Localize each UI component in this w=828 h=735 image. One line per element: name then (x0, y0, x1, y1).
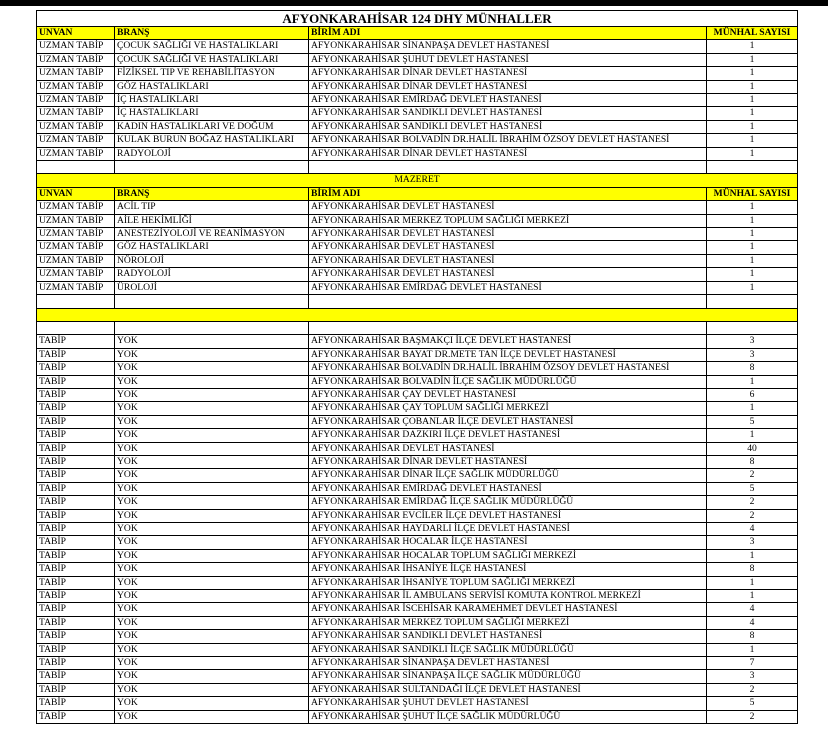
birim-adi-cell: AFYONKARAHİSAR EVCİLER İLÇE DEVLET HASTANESİ (309, 509, 707, 522)
brans-cell: YOK (115, 576, 309, 589)
brans-cell: YOK (115, 348, 309, 361)
birim-adi-cell: AFYONKARAHİSAR SİNANPAŞA DEVLET HASTANESİ (309, 40, 707, 53)
brans-cell: YOK (115, 402, 309, 415)
birim-adi-cell: AFYONKARAHİSAR ÇOBANLAR İLÇE DEVLET HASTANESİ (309, 415, 707, 428)
unvan-cell: UZMAN TABİP (37, 228, 115, 241)
brans-cell: ÇOCUK SAĞLIĞI VE HASTALIKLARI (115, 53, 309, 66)
unvan-cell: TABİP (37, 415, 115, 428)
unvan-cell: TABİP (37, 657, 115, 670)
unvan-cell: UZMAN TABİP (37, 147, 115, 160)
munhal-count-cell: 2 (707, 710, 798, 723)
birim-adi-cell: AFYONKARAHİSAR BOLVADİN DR.HALİL İBRAHİM ÖZSOY DEVLET HASTANESİ (309, 134, 707, 147)
birim-adi-cell: AFYONKARAHİSAR DİNAR DEVLET HASTANESİ (309, 67, 707, 80)
header-unvan: UNVAN (37, 187, 115, 200)
empty-cell (37, 321, 115, 334)
empty-cell (115, 295, 309, 308)
table-row (37, 576, 798, 589)
munhal-count-cell: 3 (707, 335, 798, 348)
table-row (37, 134, 798, 147)
birim-adi-cell: AFYONKARAHİSAR SANDIKLI DEVLET HASTANESİ (309, 120, 707, 133)
munhal-count-cell: 5 (707, 482, 798, 495)
brans-cell: YOK (115, 697, 309, 710)
munhal-count-cell: 1 (707, 402, 798, 415)
table-row (37, 482, 798, 495)
brans-cell: YOK (115, 549, 309, 562)
birim-adi-cell: AFYONKARAHİSAR HOCALAR TOPLUM SAĞLIĞI MERKEZİ (309, 549, 707, 562)
unvan-cell: UZMAN TABİP (37, 201, 115, 214)
empty-cell (309, 161, 707, 174)
empty-cell (309, 295, 707, 308)
munhal-count-cell: 2 (707, 469, 798, 482)
munhal-count-cell: 2 (707, 509, 798, 522)
table-row (37, 388, 798, 401)
table-row (37, 201, 798, 214)
table-row (37, 522, 798, 535)
table-row (37, 670, 798, 683)
table-row (37, 643, 798, 656)
brans-cell: ANESTEZİYOLOJİ VE REANİMASYON (115, 228, 309, 241)
header-munhal-sayisi: MÜNHAL SAYISI (707, 27, 798, 40)
unvan-cell: UZMAN TABİP (37, 214, 115, 227)
unvan-cell: TABİP (37, 563, 115, 576)
unvan-cell: UZMAN TABİP (37, 67, 115, 80)
blank-row (37, 295, 798, 308)
munhal-count-cell: 2 (707, 683, 798, 696)
birim-adi-cell: AFYONKARAHİSAR DİNAR DEVLET HASTANESİ (309, 80, 707, 93)
birim-adi-cell: AFYONKARAHİSAR MERKEZ TOPLUM SAĞLIĞI MERKEZİ (309, 616, 707, 629)
brans-cell: YOK (115, 657, 309, 670)
munhal-count-cell: 1 (707, 228, 798, 241)
munhal-count-cell: 1 (707, 281, 798, 294)
table-row (37, 228, 798, 241)
unvan-cell: UZMAN TABİP (37, 120, 115, 133)
brans-cell: GÖZ HASTALIKLARI (115, 80, 309, 93)
brans-cell: YOK (115, 590, 309, 603)
empty-cell (115, 321, 309, 334)
munhal-count-cell: 1 (707, 67, 798, 80)
birim-adi-cell: AFYONKARAHİSAR EMİRDAĞ DEVLET HASTANESİ (309, 281, 707, 294)
brans-cell: YOK (115, 496, 309, 509)
table-row (37, 335, 798, 348)
unvan-cell: TABİP (37, 522, 115, 535)
unvan-cell: TABİP (37, 455, 115, 468)
munhal-count-cell: 5 (707, 415, 798, 428)
table-row (37, 657, 798, 670)
unvan-cell: UZMAN TABİP (37, 107, 115, 120)
brans-cell: YOK (115, 442, 309, 455)
brans-cell: KULAK BURUN BOĞAZ HASTALIKLARI (115, 134, 309, 147)
brans-cell: YOK (115, 683, 309, 696)
brans-cell: YOK (115, 388, 309, 401)
unvan-cell: TABİP (37, 670, 115, 683)
brans-cell: FİZİKSEL TIP VE REHABİLİTASYON (115, 67, 309, 80)
birim-adi-cell: AFYONKARAHİSAR İHSANİYE TOPLUM SAĞLIĞI MERKEZİ (309, 576, 707, 589)
brans-cell: YOK (115, 563, 309, 576)
unvan-cell: TABİP (37, 442, 115, 455)
unvan-cell: TABİP (37, 469, 115, 482)
blank-row (37, 321, 798, 334)
birim-adi-cell: AFYONKARAHİSAR SANDIKLI İLÇE SAĞLIK MÜDÜRLÜĞÜ (309, 643, 707, 656)
birim-adi-cell: AFYONKARAHİSAR ŞUHUT DEVLET HASTANESİ (309, 697, 707, 710)
table-row (37, 67, 798, 80)
table-row (37, 268, 798, 281)
header-birim-adi: BİRİM ADI (309, 187, 707, 200)
unvan-cell: UZMAN TABİP (37, 40, 115, 53)
table-row (37, 603, 798, 616)
table-row (37, 616, 798, 629)
munhal-count-cell: 7 (707, 657, 798, 670)
brans-cell: YOK (115, 429, 309, 442)
munhal-count-cell: 1 (707, 107, 798, 120)
munhal-count-cell: 4 (707, 616, 798, 629)
unvan-cell: TABİP (37, 683, 115, 696)
brans-cell: YOK (115, 482, 309, 495)
munhal-count-cell: 1 (707, 576, 798, 589)
table-row (37, 536, 798, 549)
brans-cell: İÇ HASTALIKLARI (115, 107, 309, 120)
munhal-count-cell: 1 (707, 268, 798, 281)
empty-cell (37, 295, 115, 308)
table-row (37, 429, 798, 442)
unvan-cell: TABİP (37, 536, 115, 549)
brans-cell: YOK (115, 616, 309, 629)
munhal-count-cell: 40 (707, 442, 798, 455)
munhal-count-cell: 8 (707, 563, 798, 576)
birim-adi-cell: AFYONKARAHİSAR İHSANİYE İLÇE HASTANESİ (309, 563, 707, 576)
birim-adi-cell: AFYONKARAHİSAR DEVLET HASTANESİ (309, 241, 707, 254)
table-row (37, 496, 798, 509)
munhal-count-cell: 4 (707, 522, 798, 535)
birim-adi-cell: AFYONKARAHİSAR SİNANPAŞA İLÇE SAĞLIK MÜDÜRLÜĞÜ (309, 670, 707, 683)
birim-adi-cell: AFYONKARAHİSAR İSCEHİSAR KARAMEHMET DEVLET HASTANESİ (309, 603, 707, 616)
unvan-cell: TABİP (37, 576, 115, 589)
table-row (37, 348, 798, 361)
vacancy-table (36, 10, 798, 724)
table-row (37, 469, 798, 482)
mazeret-section-row (37, 174, 798, 187)
unvan-cell: TABİP (37, 496, 115, 509)
header-brans: BRANŞ (115, 187, 309, 200)
table-row (37, 107, 798, 120)
munhal-count-cell: 1 (707, 80, 798, 93)
table-row (37, 254, 798, 267)
table-row (37, 563, 798, 576)
birim-adi-cell: AFYONKARAHİSAR SANDIKLI DEVLET HASTANESİ (309, 107, 707, 120)
munhal-count-cell: 6 (707, 388, 798, 401)
unvan-cell: UZMAN TABİP (37, 241, 115, 254)
brans-cell: RADYOLOJİ (115, 268, 309, 281)
unvan-cell: TABİP (37, 509, 115, 522)
table-row (37, 402, 798, 415)
birim-adi-cell: AFYONKARAHİSAR SULTANDAĞI İLÇE DEVLET HASTANESİ (309, 683, 707, 696)
table-row (37, 549, 798, 562)
birim-adi-cell: AFYONKARAHİSAR DEVLET HASTANESİ (309, 442, 707, 455)
brans-cell: YOK (115, 630, 309, 643)
brans-cell: YOK (115, 643, 309, 656)
separator-cell (37, 308, 798, 321)
unvan-cell: TABİP (37, 616, 115, 629)
top-border-bar (0, 0, 828, 6)
munhal-count-cell: 1 (707, 214, 798, 227)
blank-row (37, 161, 798, 174)
birim-adi-cell: AFYONKARAHİSAR MERKEZ TOPLUM SAĞLIĞI MERKEZİ (309, 214, 707, 227)
birim-adi-cell: AFYONKARAHİSAR HOCALAR İLÇE HASTANESİ (309, 536, 707, 549)
munhal-count-cell: 1 (707, 53, 798, 66)
unvan-cell: UZMAN TABİP (37, 94, 115, 107)
birim-adi-cell: AFYONKARAHİSAR BAYAT DR.METE TAN İLÇE DEVLET HASTANESİ (309, 348, 707, 361)
empty-cell (309, 321, 707, 334)
brans-cell: YOK (115, 375, 309, 388)
munhal-count-cell: 2 (707, 496, 798, 509)
table-row (37, 710, 798, 723)
munhal-count-cell: 1 (707, 94, 798, 107)
unvan-cell: TABİP (37, 643, 115, 656)
table-row (37, 241, 798, 254)
brans-cell: YOK (115, 362, 309, 375)
brans-cell: RADYOLOJİ (115, 147, 309, 160)
birim-adi-cell: AFYONKARAHİSAR ŞUHUT İLÇE SAĞLIK MÜDÜRLÜĞÜ (309, 710, 707, 723)
table-row (37, 53, 798, 66)
unvan-cell: UZMAN TABİP (37, 134, 115, 147)
table-title: AFYONKARAHİSAR 124 DHY MÜNHALLER (37, 11, 798, 27)
unvan-cell: TABİP (37, 590, 115, 603)
brans-cell: YOK (115, 509, 309, 522)
munhal-count-cell: 3 (707, 670, 798, 683)
table-row (37, 509, 798, 522)
munhal-count-cell: 8 (707, 455, 798, 468)
brans-cell: YOK (115, 536, 309, 549)
birim-adi-cell: AFYONKARAHİSAR SİNANPAŞA DEVLET HASTANESİ (309, 657, 707, 670)
munhal-count-cell: 1 (707, 254, 798, 267)
munhal-count-cell: 1 (707, 134, 798, 147)
mazeret-section-title: MAZERET (37, 174, 798, 187)
munhal-count-cell: 1 (707, 241, 798, 254)
unvan-cell: UZMAN TABİP (37, 268, 115, 281)
unvan-cell: TABİP (37, 603, 115, 616)
brans-cell: ACİL TIP (115, 201, 309, 214)
table-row (37, 630, 798, 643)
header-munhal-sayisi: MÜNHAL SAYISI (707, 187, 798, 200)
birim-adi-cell: AFYONKARAHİSAR SANDIKLI DEVLET HASTANESİ (309, 630, 707, 643)
brans-cell: AİLE HEKİMLİĞİ (115, 214, 309, 227)
brans-cell: YOK (115, 335, 309, 348)
birim-adi-cell: AFYONKARAHİSAR DİNAR DEVLET HASTANESİ (309, 147, 707, 160)
birim-adi-cell: AFYONKARAHİSAR BOLVADİN İLÇE SAĞLIK MÜDÜRLÜĞÜ (309, 375, 707, 388)
birim-adi-cell: AFYONKARAHİSAR DAZKIRI İLÇE DEVLET HASTANESİ (309, 429, 707, 442)
brans-cell: YOK (115, 670, 309, 683)
table-row (37, 362, 798, 375)
birim-adi-cell: AFYONKARAHİSAR HAYDARLI İLÇE DEVLET HASTANESİ (309, 522, 707, 535)
brans-cell: İÇ HASTALIKLARI (115, 94, 309, 107)
birim-adi-cell: AFYONKARAHİSAR ŞUHUT DEVLET HASTANESİ (309, 53, 707, 66)
table-row (37, 590, 798, 603)
birim-adi-cell: AFYONKARAHİSAR BOLVADİN DR.HALİL İBRAHİM ÖZSOY DEVLET HASTANESİ (309, 362, 707, 375)
table-row (37, 455, 798, 468)
birim-adi-cell: AFYONKARAHİSAR DEVLET HASTANESİ (309, 228, 707, 241)
empty-cell (707, 295, 798, 308)
munhal-count-cell: 1 (707, 201, 798, 214)
brans-cell: YOK (115, 710, 309, 723)
unvan-cell: TABİP (37, 388, 115, 401)
table-row (37, 281, 798, 294)
empty-cell (37, 161, 115, 174)
munhal-count-cell: 1 (707, 147, 798, 160)
table-row (37, 375, 798, 388)
column-header-row (37, 187, 798, 200)
brans-cell: YOK (115, 603, 309, 616)
munhal-count-cell: 1 (707, 643, 798, 656)
brans-cell: GÖZ HASTALIKLARI (115, 241, 309, 254)
munhal-count-cell: 3 (707, 536, 798, 549)
brans-cell: ÇOCUK SAĞLIĞI VE HASTALIKLARI (115, 40, 309, 53)
table-row (37, 94, 798, 107)
unvan-cell: UZMAN TABİP (37, 281, 115, 294)
unvan-cell: TABİP (37, 482, 115, 495)
munhal-count-cell: 1 (707, 40, 798, 53)
yellow-separator-row (37, 308, 798, 321)
empty-cell (115, 161, 309, 174)
munhal-count-cell: 8 (707, 630, 798, 643)
unvan-cell: TABİP (37, 375, 115, 388)
table-row (37, 683, 798, 696)
table-row (37, 442, 798, 455)
birim-adi-cell: AFYONKARAHİSAR DİNAR İLÇE SAĞLIK MÜDÜRLÜĞÜ (309, 469, 707, 482)
brans-cell: YOK (115, 455, 309, 468)
birim-adi-cell: AFYONKARAHİSAR EMİRDAĞ DEVLET HASTANESİ (309, 94, 707, 107)
munhal-count-cell: 5 (707, 697, 798, 710)
munhal-count-cell: 1 (707, 549, 798, 562)
unvan-cell: TABİP (37, 402, 115, 415)
unvan-cell: TABİP (37, 630, 115, 643)
unvan-cell: UZMAN TABİP (37, 254, 115, 267)
munhal-count-cell: 1 (707, 120, 798, 133)
table-row (37, 214, 798, 227)
header-brans: BRANŞ (115, 27, 309, 40)
munhal-count-cell: 1 (707, 429, 798, 442)
unvan-cell: TABİP (37, 710, 115, 723)
table-row (37, 40, 798, 53)
unvan-cell: TABİP (37, 335, 115, 348)
birim-adi-cell: AFYONKARAHİSAR DEVLET HASTANESİ (309, 254, 707, 267)
table-row (37, 80, 798, 93)
unvan-cell: TABİP (37, 429, 115, 442)
table-title-row (37, 11, 798, 27)
brans-cell: YOK (115, 415, 309, 428)
unvan-cell: UZMAN TABİP (37, 80, 115, 93)
munhal-count-cell: 3 (707, 348, 798, 361)
empty-cell (707, 161, 798, 174)
birim-adi-cell: AFYONKARAHİSAR EMİRDAĞ DEVLET HASTANESİ (309, 482, 707, 495)
munhal-count-cell: 1 (707, 375, 798, 388)
birim-adi-cell: AFYONKARAHİSAR DEVLET HASTANESİ (309, 201, 707, 214)
vacancy-table-body (37, 11, 798, 724)
column-header-row (37, 27, 798, 40)
unvan-cell: TABİP (37, 362, 115, 375)
table-row (37, 120, 798, 133)
empty-cell (707, 321, 798, 334)
birim-adi-cell: AFYONKARAHİSAR BAŞMAKÇI İLÇE DEVLET HASTANESİ (309, 335, 707, 348)
munhal-count-cell: 4 (707, 603, 798, 616)
birim-adi-cell: AFYONKARAHİSAR İL AMBULANS SERVİSİ KOMUTA KONTROL MERKEZİ (309, 590, 707, 603)
brans-cell: YOK (115, 469, 309, 482)
unvan-cell: UZMAN TABİP (37, 53, 115, 66)
munhal-count-cell: 8 (707, 362, 798, 375)
brans-cell: YOK (115, 522, 309, 535)
birim-adi-cell: AFYONKARAHİSAR EMİRDAĞ İLÇE SAĞLIK MÜDÜRLÜĞÜ (309, 496, 707, 509)
birim-adi-cell: AFYONKARAHİSAR ÇAY DEVLET HASTANESİ (309, 388, 707, 401)
birim-adi-cell: AFYONKARAHİSAR ÇAY TOPLUM SAĞLIĞI MERKEZİ (309, 402, 707, 415)
unvan-cell: TABİP (37, 549, 115, 562)
header-unvan: UNVAN (37, 27, 115, 40)
brans-cell: ÜROLOJİ (115, 281, 309, 294)
birim-adi-cell: AFYONKARAHİSAR DEVLET HASTANESİ (309, 268, 707, 281)
header-birim-adi: BİRİM ADI (309, 27, 707, 40)
unvan-cell: TABİP (37, 697, 115, 710)
unvan-cell: TABİP (37, 348, 115, 361)
brans-cell: NÖROLOJİ (115, 254, 309, 267)
birim-adi-cell: AFYONKARAHİSAR DİNAR DEVLET HASTANESİ (309, 455, 707, 468)
brans-cell: KADIN HASTALIKLARI VE DOĞUM (115, 120, 309, 133)
table-row (37, 697, 798, 710)
table-row (37, 415, 798, 428)
munhal-count-cell: 1 (707, 590, 798, 603)
table-row (37, 147, 798, 160)
